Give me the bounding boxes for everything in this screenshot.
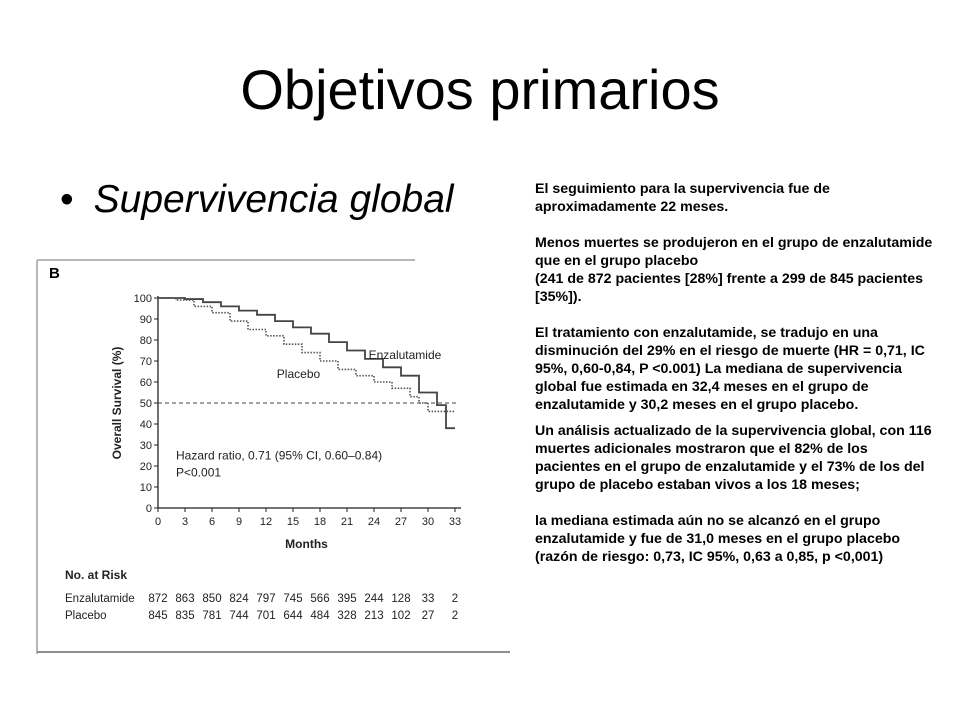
y-tick-label: 40 (139, 419, 152, 431)
y-tick-label: 90 (139, 314, 152, 326)
y-tick-label: 20 (139, 461, 152, 473)
hazard-ratio-annotation: P<0.001 (176, 465, 222, 480)
at-risk-value: 244 (364, 593, 384, 605)
y-tick-label: 0 (145, 503, 152, 515)
x-tick-label: 6 (208, 516, 216, 528)
y-tick-label: 80 (139, 335, 152, 347)
x-tick-label: 24 (367, 516, 381, 528)
at-risk-value: 102 (391, 610, 411, 622)
survival-figure (35, 246, 510, 654)
notes-panel (535, 180, 935, 566)
note-updated-analysis: Un análisis actualizado de la supervivencia global, con 116 muertes adicionales mostraron que el 82% de los pacientes en el grupo de enzalutamide y el 73% de los del grupo de placebo estaban vivos a los 18 meses; (535, 423, 932, 493)
x-tick-label: 0 (154, 516, 162, 528)
x-tick-label: 12 (259, 516, 273, 528)
at-risk-value: 644 (283, 610, 303, 622)
x-tick-label: 30 (421, 516, 435, 528)
note-deaths: Menos muertes se produjeron en el grupo de enzalutamide que en el grupo placebo (241 de 872 pacientes [28%] frente a 299 de 845 pacientes [35%]). (535, 235, 933, 305)
slide-title: Objetivos primarios (240, 58, 720, 121)
x-tick-label: 33 (448, 516, 462, 528)
x-axis-label: Months (285, 537, 328, 551)
bullet-item (60, 176, 454, 224)
x-tick-label: 27 (394, 516, 408, 528)
y-tick-label: 100 (133, 293, 152, 305)
bullet-dot-icon: • (60, 178, 74, 221)
y-axis-label: Overall Survival (%) (110, 346, 124, 460)
at-risk-value: 395 (337, 593, 357, 605)
y-tick-label: 50 (139, 398, 152, 410)
at-risk-value: 744 (229, 610, 249, 622)
survival-chart (35, 246, 510, 654)
at-risk-value: 835 (175, 610, 195, 622)
y-tick-label: 60 (139, 377, 152, 389)
at-risk-value: 845 (148, 610, 168, 622)
at-risk-value: 328 (337, 610, 357, 622)
x-tick-label: 21 (340, 516, 354, 528)
panel-label: B (49, 265, 60, 282)
at-risk-value: 484 (310, 610, 330, 622)
at-risk-value: 781 (202, 610, 222, 622)
at-risk-row-label: Enzalutamide (65, 593, 135, 605)
x-tick-label: 3 (181, 516, 189, 528)
bullet-text: Supervivencia global (93, 178, 454, 221)
x-tick-label: 15 (286, 516, 300, 528)
series-label-placebo: Placebo (276, 366, 321, 381)
x-tick-label: 18 (313, 516, 327, 528)
y-tick-label: 30 (139, 440, 152, 452)
y-tick-label: 70 (139, 356, 152, 368)
at-risk-value: 27 (421, 610, 435, 622)
hazard-ratio-annotation: Hazard ratio, 0.71 (95% CI, 0.60–0.84) (176, 448, 383, 463)
at-risk-value: 566 (310, 593, 330, 605)
note-followup: El seguimiento para la supervivencia fue de aproximadamente 22 meses. (535, 181, 830, 215)
at-risk-value: 745 (283, 593, 303, 605)
at-risk-value: 824 (229, 593, 249, 605)
note-treatment: El tratamiento con enzalutamide, se tradujo en una disminución del 29% en el riesgo de muerte (HR = 0,71, IC 95%, 0,60-0,84, P <0.001) La mediana de supervivencia global fue estimada en 32,4 meses en el grupo de enzalutamide y 30,2 meses en el grupo placebo. (535, 325, 925, 413)
note-median: la mediana estimada aún no se alcanzó en el grupo enzalutamide y fue de 31,0 meses en el grupo placebo (razón de riesgo: 0,73, IC 95%, 0,63 a 0,85, p <0,001) (535, 513, 901, 565)
x-tick-label: 9 (235, 516, 243, 528)
at-risk-value: 872 (148, 593, 168, 605)
at-risk-value: 2 (451, 610, 459, 622)
y-tick-label: 10 (139, 482, 152, 494)
series-line-enzalutamide (158, 298, 455, 428)
at-risk-value: 797 (256, 593, 276, 605)
at-risk-value: 850 (202, 593, 222, 605)
at-risk-value: 33 (421, 593, 435, 605)
series-label-enzalutamide: Enzalutamide (368, 347, 442, 362)
at-risk-value: 128 (391, 593, 411, 605)
at-risk-value: 2 (451, 593, 459, 605)
at-risk-value: 701 (256, 610, 276, 622)
at-risk-header: No. at Risk (65, 568, 128, 582)
at-risk-value: 213 (364, 610, 384, 622)
at-risk-row-label: Placebo (65, 610, 107, 622)
at-risk-value: 863 (175, 593, 195, 605)
